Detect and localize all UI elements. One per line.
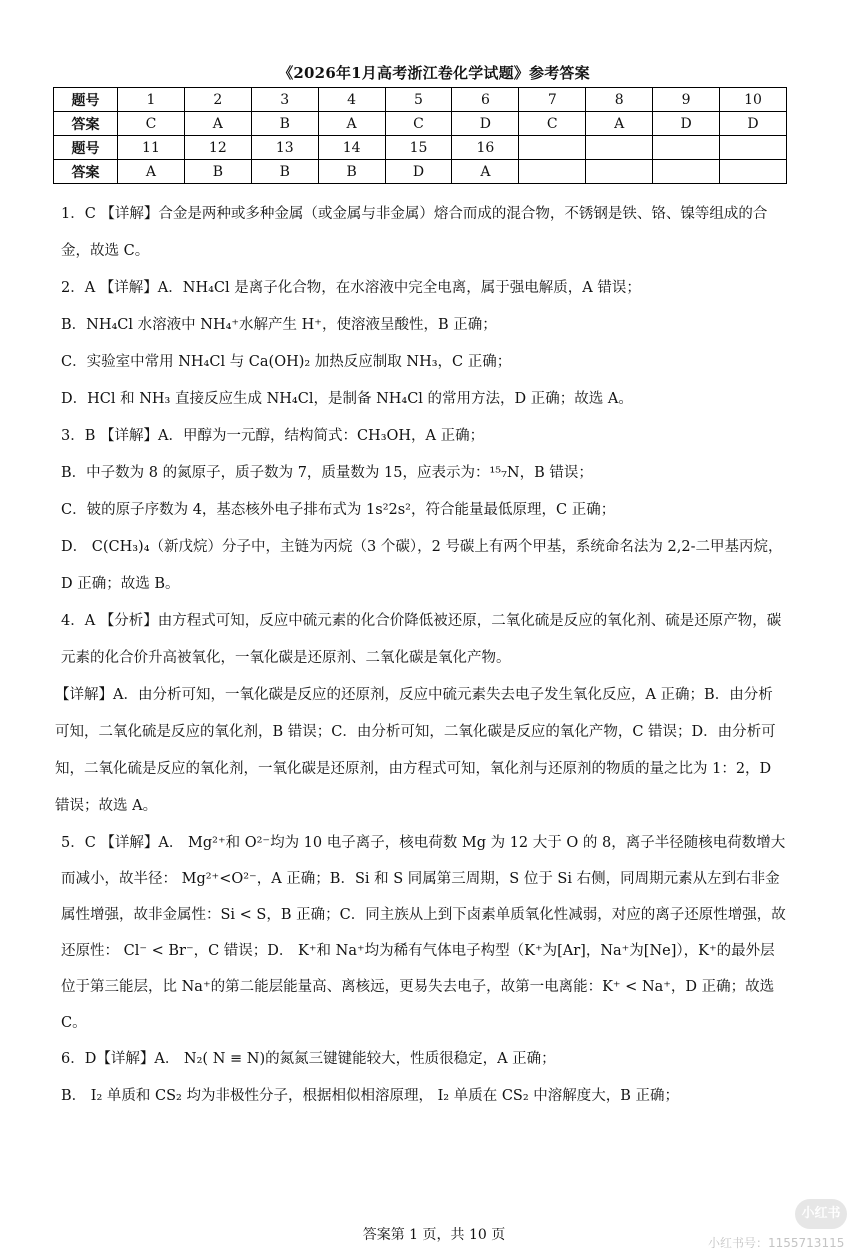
table-cell: [653, 136, 720, 160]
table-cell: B: [251, 160, 318, 184]
table-cell: D: [385, 160, 452, 184]
table-cell: D: [452, 112, 519, 136]
table-cell: 7: [519, 88, 586, 112]
table-cell: 3: [251, 88, 318, 112]
explanation-q3-a: 3．B 【详解】A．甲醇为一元醇，结构简式：CH₃OH，A 正确；: [61, 428, 485, 444]
explanation-q6-a: 6．D【详解】A． N₂( N ≡ N)的氮氮三键键能较大，性质很稳定，A 正确；: [61, 1051, 556, 1067]
table-cell: 14: [318, 136, 385, 160]
explanation-q2-c: C．实验室中常用 NH₄Cl 与 Ca(OH)₂ 加热反应制取 NH₃，C 正确；: [61, 354, 512, 370]
table-cell: [586, 136, 653, 160]
table-cell: A: [452, 160, 519, 184]
explanation-q2-d: D．HCl 和 NH₃ 直接反应生成 NH₄Cl，是制备 NH₄Cl 的常用方法，D 正确；故选 A。: [61, 391, 633, 407]
table-cell: [720, 160, 787, 184]
table-cell: A: [184, 112, 251, 136]
explanation-q2-b: B．NH₄Cl 水溶液中 NH₄⁺水解产生 H⁺，使溶液呈酸性，B 正确；: [61, 317, 497, 333]
table-cell: 15: [385, 136, 452, 160]
explanation-q2-a: 2．A 【详解】A．NH₄Cl 是离子化合物，在水溶液中完全电离，属于强电解质，A 错误；: [61, 280, 641, 296]
table-cell: 6: [452, 88, 519, 112]
explanation-q6-b: B． I₂ 单质和 CS₂ 均为非极性分子，根据相似相溶原理， I₂ 单质在 CS₂ 中溶解度大，B 正确；: [61, 1088, 680, 1104]
table-cell: C: [118, 112, 185, 136]
table-cell: A: [318, 112, 385, 136]
table-cell: B: [251, 112, 318, 136]
table-cell: 2: [184, 88, 251, 112]
question-number-row: [54, 88, 787, 112]
table-cell: 10: [720, 88, 787, 112]
explanation-q1: 1．C 【详解】合金是两种或多种金属（或金属与非金属）熔合而成的混合物，不锈钢是铁、铬、镍等组成的合金，故选 C。: [61, 206, 768, 259]
table-cell: D: [653, 112, 720, 136]
answer-row: [54, 160, 787, 184]
table-cell: A: [118, 160, 185, 184]
row-header: 答案: [54, 160, 118, 184]
table-cell: C: [519, 112, 586, 136]
row-header: 题号: [54, 136, 118, 160]
explanation-q5: 5．C 【详解】A． Mg²⁺和 O²⁻均为 10 电子离子，核电荷数 Mg 为 12 大于 O 的 8，离子半径随核电荷数增大而减小，故半径： Mg²⁺<O²⁻，A 正确；B．Si 和 S 同属第三周期，S 位于 Si 右侧，同周期元素从左到右非金属性增强，故非金属性：Si < S，B 正确；C．同主族从上到下卤素单质氧化性减弱，对应的离子还原性增强，故还原性： Cl⁻ < Br⁻，C 错误；D． K⁺和 Na⁺均为稀有气体电子构型（K⁺为[Ar]，Na⁺为[Ne]），K⁺的最外层位于第三能层，比 Na⁺的第二能层能量高、离核远，更易失去电子，故第一电离能：K⁺ < Na⁺，D 正确；故选 C。: [61, 835, 786, 1031]
table-cell: C: [385, 112, 452, 136]
table-cell: [586, 160, 653, 184]
table-cell: D: [720, 112, 787, 136]
explanation-q4-detail: 【详解】A．由分析可知，一氧化碳是反应的还原剂，反应中硫元素失去电子发生氧化反应，A 正确；B．由分析可知，二氧化硫是反应的氧化剂，B 错误；C．由分析可知，二氧化碳是反应的氧化产物，C 错误；D．由分析可知，二氧化硫是反应的氧化剂，一氧化碳是还原剂，由方程式可知，氧化剂与还原剂的物质的量之比为 1：2，D 错误；故选 A。: [55, 687, 776, 814]
table-cell: 12: [184, 136, 251, 160]
table-cell: 4: [318, 88, 385, 112]
answer-row: [54, 112, 787, 136]
table-cell: B: [318, 160, 385, 184]
explanation-q4-analysis: 4．A 【分析】由方程式可知，反应中硫元素的化合价降低被还原，二氧化硫是反应的氧化剂、硫是还原产物，碳元素的化合价升高被氧化，一氧化碳是还原剂、二氧化碳是氧化产物。: [61, 613, 782, 666]
watermark-logo: 小红书: [795, 1199, 847, 1229]
table-cell: [653, 160, 720, 184]
table-cell: [519, 160, 586, 184]
table-cell: 9: [653, 88, 720, 112]
table-cell: 1: [118, 88, 185, 112]
table-cell: 13: [251, 136, 318, 160]
explanation-q3-c: C．铍的原子序数为 4，基态核外电子排布式为 1s²2s²，符合能量最低原理，C 正确；: [61, 502, 616, 518]
explanation-q3-b: B．中子数为 8 的氮原子，质子数为 7，质量数为 15，应表示为：¹⁵₇N，B 错误；: [61, 465, 593, 481]
answer-explanations: [55, 196, 787, 1115]
explanation-q3-d: D． C(CH₃)₄（新戊烷）分子中，主链为丙烷（3 个碳），2 号碳上有两个甲基，系统命名法为 2,2-二甲基丙烷，D 正确；故选 B。: [61, 539, 783, 592]
page-title: 《2026年1月高考浙江卷化学试题》参考答案: [278, 64, 590, 82]
row-header: 题号: [54, 88, 118, 112]
table-cell: [720, 136, 787, 160]
row-header: 答案: [54, 112, 118, 136]
table-cell: [519, 136, 586, 160]
table-cell: A: [586, 112, 653, 136]
answer-table: [53, 87, 787, 184]
watermark-text: 小红书号：1155713115: [708, 1236, 845, 1250]
table-cell: 11: [118, 136, 185, 160]
table-cell: 16: [452, 136, 519, 160]
question-number-row: [54, 136, 787, 160]
table-cell: B: [184, 160, 251, 184]
table-cell: 8: [586, 88, 653, 112]
table-cell: 5: [385, 88, 452, 112]
page-footer: 答案第 1 页，共 10 页: [362, 1227, 506, 1243]
